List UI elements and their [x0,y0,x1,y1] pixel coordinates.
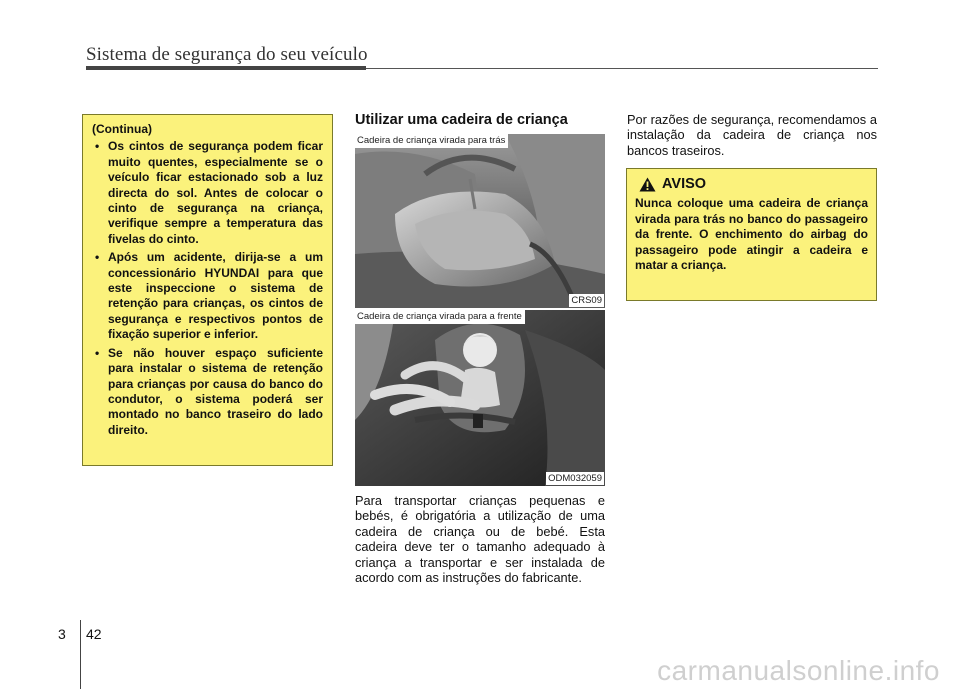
figure-caption: Cadeira de criança virada para a frente [355,310,525,324]
continued-caution-box [82,114,333,466]
footer-rule [80,620,81,689]
continued-label: (Continua) [92,122,152,136]
caution-item: • Os cintos de segurança podem ficar muito quentes, especialmente se o veículo ficar estacionado sob a luz directa do sol. Antes de colocar o cinto de segurança na criança, verifique sempre a temperatura das fivelas do cinto. [92,139,323,247]
forward-facing-seat-photo [355,310,605,486]
page-section-number: 3 [58,626,66,642]
child-seat-paragraph: Para transportar crianças pequenas e bebés, é obrigatória a utilização de uma cadeira de criança ou de bebé. Esta cadeira deve ter o tamanho adequado à criança a transportar e ser instalada de acordo com as instruções do fabricante. [355,493,605,586]
rear-seat-recommendation: Por razões de segurança, recomendamos a instalação da cadeira de criança nos bancos traseiros. [627,112,877,158]
rear-facing-seat-photo [355,134,605,308]
warning-header [639,177,868,192]
figure-code: ODM032059 [548,473,602,484]
forward-facing-seat-illustration [355,310,605,486]
caution-item: • Após um acidente, dirija-se a um concessionário HYUNDAI para que este inspeccione o sistema de retenção para crianças, os cintos de segurança e respectivos pontos de fixação superior e inferior. [92,250,323,342]
header-bar [86,66,366,70]
watermark: carmanualsonline.info [657,655,940,686]
header-rule [366,68,878,69]
caution-item: • Se não houver espaço suficiente para instalar o sistema de retenção para crianças por causa do banco do condutor, o sistema poderá ser montado no banco traseiro do lado direito. [92,346,323,438]
warning-box [626,168,877,301]
rear-facing-seat-illustration [355,134,605,308]
warning-triangle-icon [639,177,656,192]
figure-caption: Cadeira de criança virada para trás [355,134,508,148]
warning-text: Nunca coloque uma cadeira de criança virada para trás no banco do passageiro da frente. O enchimento do airbag do passageiro pode atingir a cadeira e matar a criança. [635,196,868,273]
page-header-title: Sistema de segurança do seu veículo [86,44,368,65]
figure-code: CRS09 [571,295,602,306]
warning-label: AVISO [662,176,707,192]
page-number: 42 [86,626,102,642]
caution-list [92,139,323,438]
section-title: Utilizar uma cadeira de criança [355,112,568,128]
